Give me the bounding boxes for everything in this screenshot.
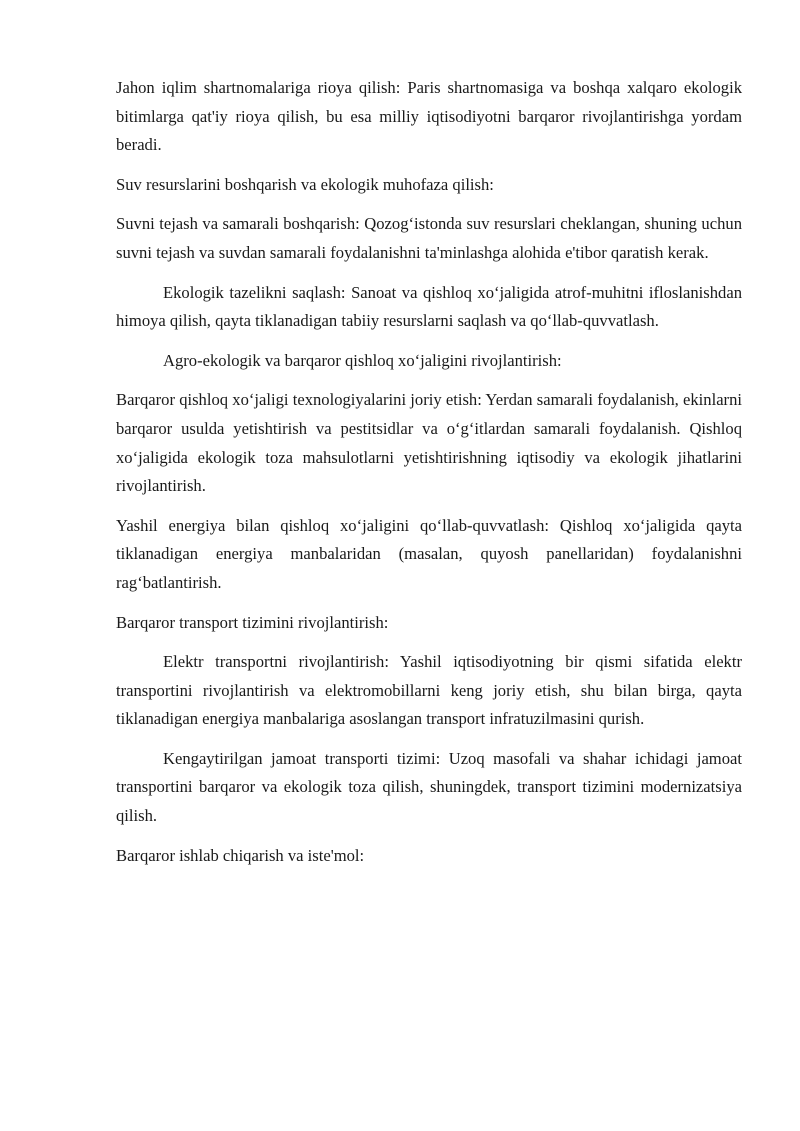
document-body xyxy=(116,74,742,881)
paragraph-public-transport: Kengaytirilgan jamoat transporti tizimi: Uzoq masofali va shahar ichidagi jamoat transportini barqaror va ekologik toza qilish, shuningdek, transport tizimini modernizatsiya qilish. xyxy=(116,748,742,826)
paragraph-electric-transport: Elektr transportni rivojlantirish: Yashil iqtisodiyotning bir qismi sifatida elektr transportini rivojlantirish va elektromobillarni keng joriy etish, shu bilan birga, qayta tiklanadigan energiya manbalariga asoslangan transport infratuzilmasini qurish. xyxy=(116,652,742,729)
heading-production-consumption: Barqaror ishlab chiqarish va iste'mol: xyxy=(116,845,365,865)
paragraph-water-saving: Suvni tejash va samarali boshqarish: Qozog‘istonda suv resurslari cheklangan, shuning uchun suvni tejash va suvdan samarali foydalanishni ta'minlashga alohida e'tibor qaratish kerak. xyxy=(116,214,742,262)
paragraph-ecological-cleanliness: Ekologik tazelikni saqlash: Sanoat va qishloq xo‘jaligida atrof-muhitni ifloslanishdan himoya qilish, qayta tiklanadigan tabiiy resurslarni saqlash va qo‘llab-quvvatlash. xyxy=(116,282,742,331)
heading-transport-system: Barqaror transport tizimini rivojlantirish: xyxy=(116,612,389,632)
paragraph-sustainable-agriculture: Barqaror qishloq xo‘jaligi texnologiyalarini joriy etish: Yerdan samarali foydalanish, ekinlarni barqaror usulda yetishtirish va pestitsidlar va o‘g‘itlardan samarali foydalanish. Qishloq xo‘jaligida ekologik toza mahsulotlarni yetishtirishning iqtisodiy va ekologik jihatlarini rivojlantirish. xyxy=(116,390,742,496)
heading-water-resources: Suv resurslarini boshqarish va ekologik muhofaza qilish: xyxy=(116,174,494,194)
paragraph-green-energy-agriculture: Yashil energiya bilan qishloq xo‘jaligini qo‘llab-quvvatlash: Qishloq xo‘jaligida qayta tiklanadigan energiya manbalaridan (masalan, quyosh panellaridan) foydalanishni rag‘batlantirish. xyxy=(116,515,742,592)
paragraph-climate-agreements: Jahon iqlim shartnomalariga rioya qilish: Paris shartnomasiga va boshqa xalqaro ekologik bitimlarga qat'iy rioya qilish, bu esa milliy iqtisodiyotni barqaror rivojlantirishga yordam beradi. xyxy=(116,78,742,155)
heading-agro-ecological: Agro-ekologik va barqaror qishloq xo‘jaligini rivojlantirish: xyxy=(163,350,562,370)
